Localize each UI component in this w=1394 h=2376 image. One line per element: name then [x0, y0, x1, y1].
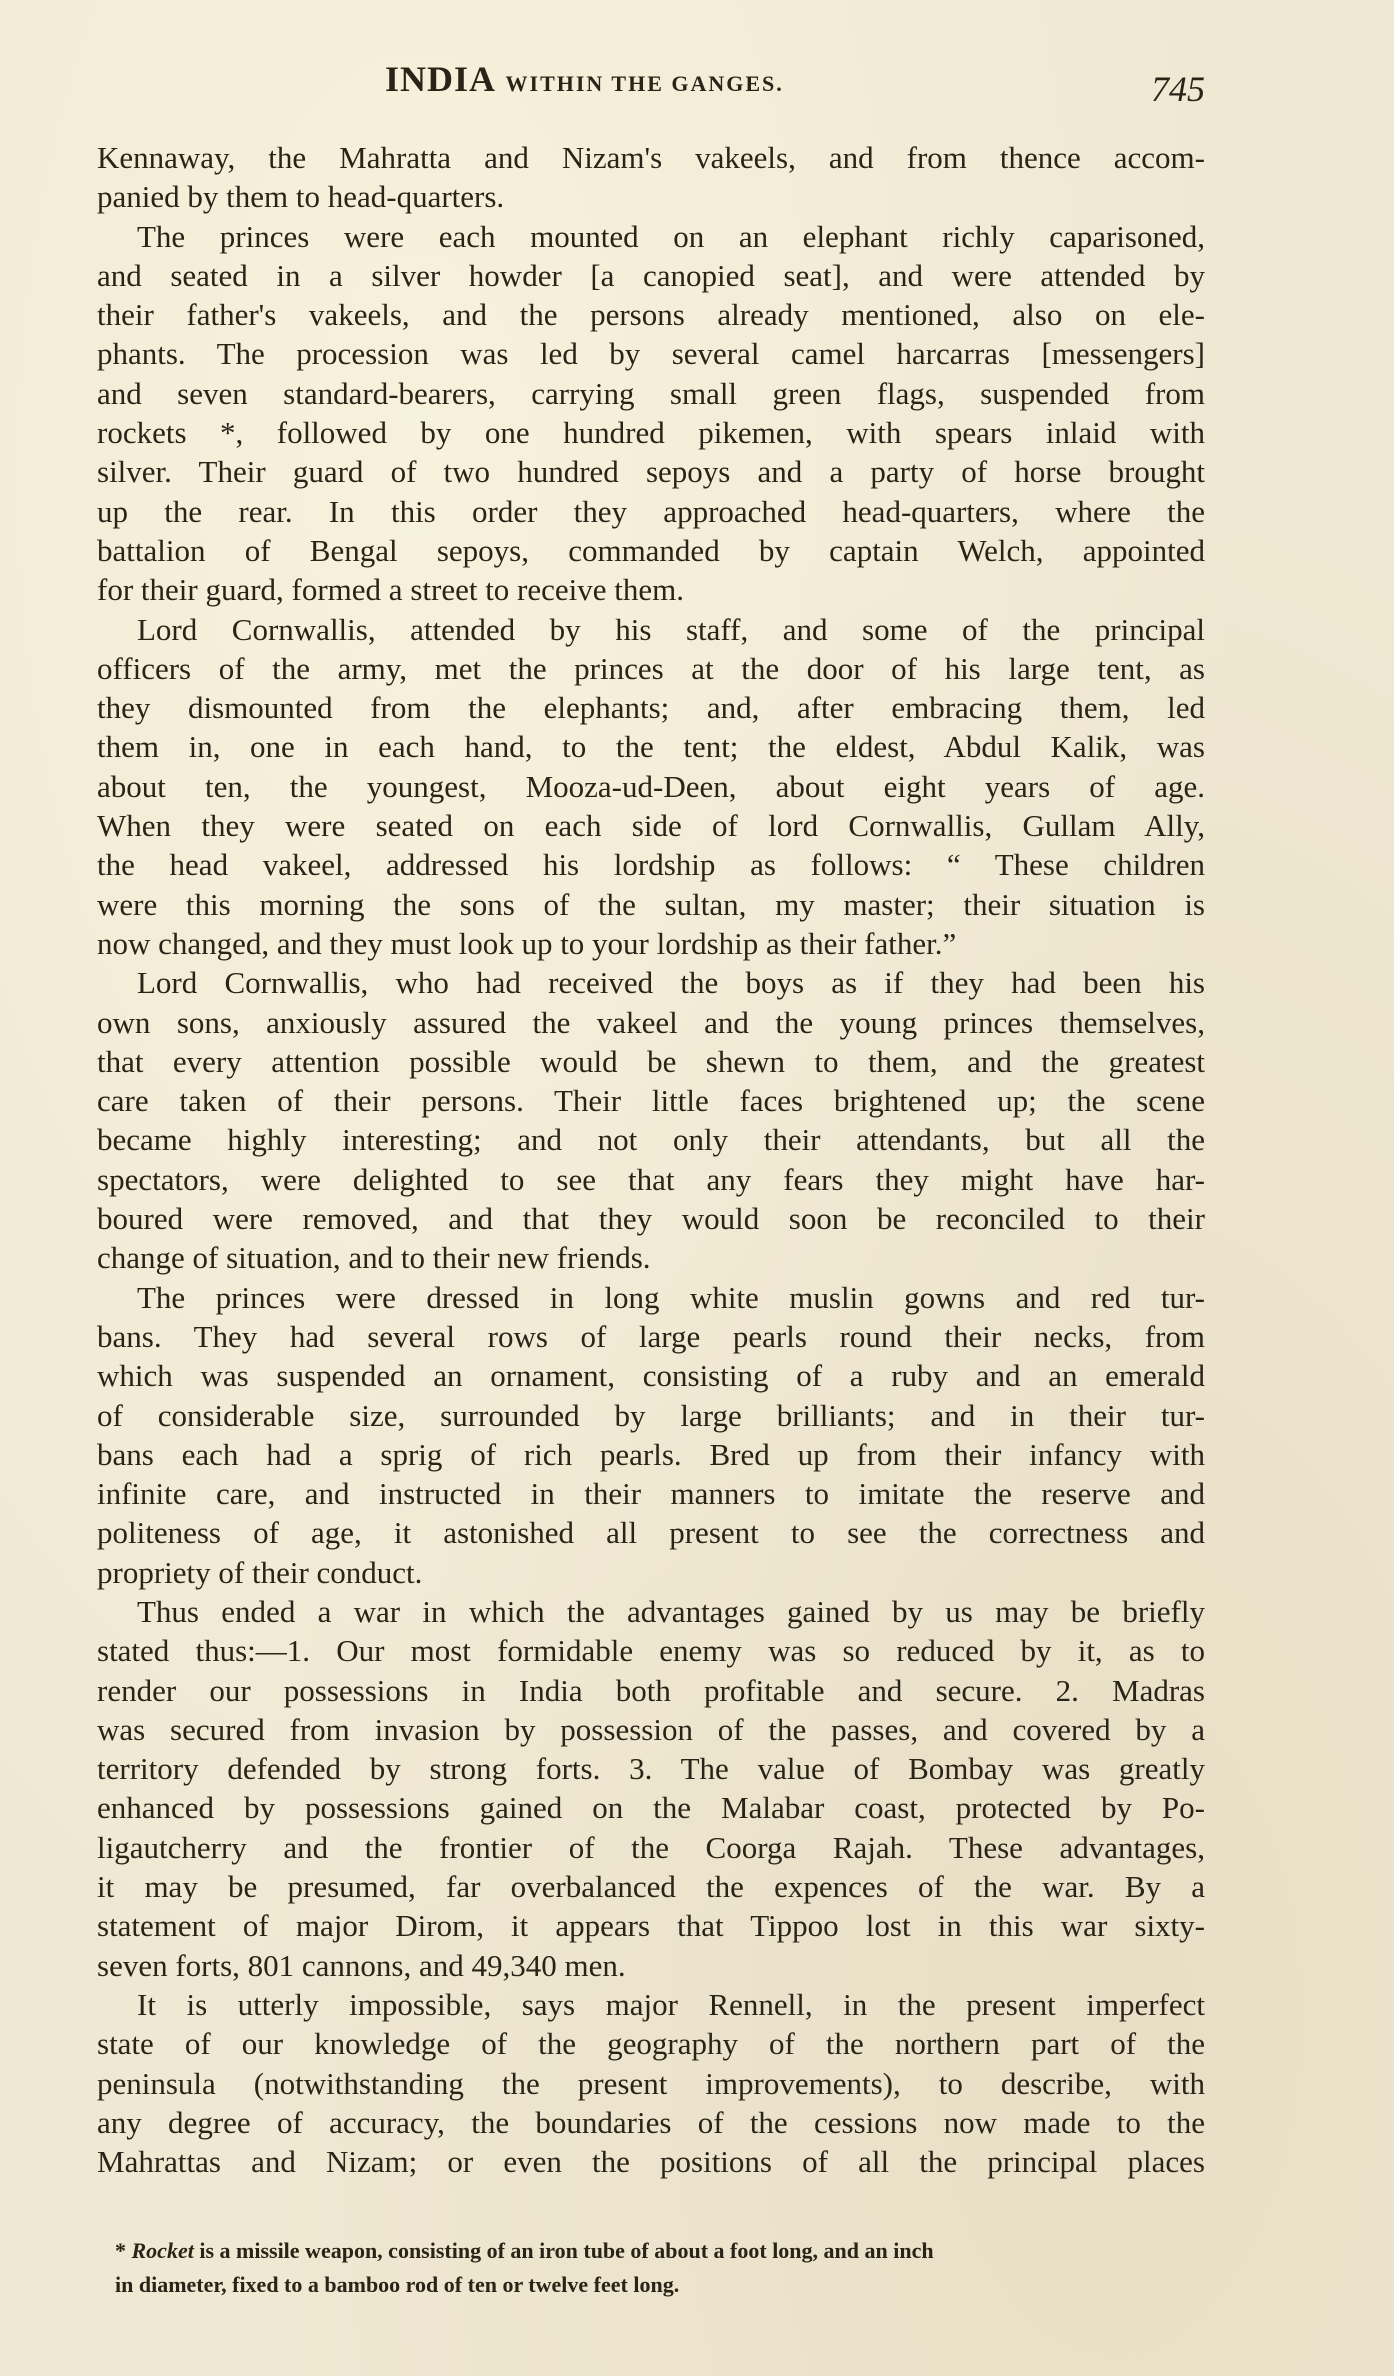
text-line: which was suspended an ornament, consisting of a ruby and an emerald: [97, 1358, 1205, 1394]
text-line: became highly interesting; and not only their attendants, but all the: [97, 1122, 1205, 1158]
text-line: It is utterly impossible, says major Rennell, in the present imperfect: [137, 1986, 1205, 2022]
text-line: and seven standard-bearers, carrying small green flags, suspended from: [97, 375, 1205, 411]
running-title-rest: WITHIN THE GANGES.: [505, 71, 784, 96]
text-line: state of our knowledge of the geography of the northern part of the: [97, 2026, 1205, 2062]
footnote-term: Rocket: [131, 2238, 194, 2263]
text-line: was secured from invasion by possession of the passes, and covered by a: [97, 1711, 1205, 1747]
footnote-line-1: [115, 2234, 1215, 2268]
text-line: Mahrattas and Nizam; or even the positions of all the principal places: [97, 2144, 1205, 2180]
text-line: Kennaway, the Mahratta and Nizam's vakeels, and from thence accom-: [97, 140, 1205, 175]
text-line: rockets *, followed by one hundred pikemen, with spears inlaid with: [97, 415, 1205, 451]
text-line: Thus ended a war in which the advantages gained by us may be briefly: [137, 1593, 1205, 1629]
text-line: they dismounted from the elephants; and, after embracing them, led: [97, 690, 1205, 726]
text-line: silver. Their guard of two hundred sepoys and a party of horse brought: [97, 454, 1205, 490]
text-line: politeness of age, it astonished all present to see the correctness and: [97, 1515, 1205, 1551]
text-line: panied by them to head-quarters.: [97, 179, 505, 215]
text-line: the head vakeel, addressed his lordship as follows: “ These children: [97, 847, 1205, 883]
text-line: were this morning the sons of the sultan, my master; their situation is: [97, 886, 1205, 922]
text-line: bans. They had several rows of large pearls round their necks, from: [97, 1318, 1205, 1354]
text-line: propriety of their conduct.: [97, 1554, 423, 1590]
text-line: seven forts, 801 cannons, and 49,340 men.: [97, 1947, 626, 1983]
text-line: The princes were each mounted on an elephant richly caparisoned,: [137, 218, 1205, 254]
text-line: enhanced by possessions gained on the Malabar coast, protected by Po-: [97, 1790, 1205, 1826]
text-line: now changed, and they must look up to your lordship as their father.”: [97, 925, 957, 961]
text-line: change of situation, and to their new friends.: [97, 1240, 651, 1276]
text-line: When they were seated on each side of lord Cornwallis, Gullam Ally,: [97, 808, 1205, 844]
text-line: of considerable size, surrounded by large brilliants; and in their tur-: [97, 1397, 1205, 1433]
text-line: territory defended by strong forts. 3. The value of Bombay was greatly: [97, 1751, 1205, 1787]
text-line: Lord Cornwallis, who had received the boys as if they had been his: [137, 965, 1205, 1001]
text-line: and seated in a silver howder [a canopied seat], and were attended by: [97, 257, 1205, 293]
page-number: 745: [1151, 69, 1205, 109]
text-line: up the rear. In this order they approached head-quarters, where the: [97, 493, 1205, 529]
text-line: boured were removed, and that they would soon be reconciled to their: [97, 1201, 1205, 1237]
text-line: that every attention possible would be shewn to them, and the greatest: [97, 1043, 1205, 1079]
footnote: [115, 2234, 1215, 2302]
text-line: officers of the army, met the princes at the door of his large tent, as: [97, 650, 1205, 686]
running-title-main: INDIA: [385, 59, 497, 99]
text-line: Lord Cornwallis, attended by his staff, and some of the principal: [137, 611, 1205, 647]
text-line: own sons, anxiously assured the vakeel and the young princes themselves,: [97, 1004, 1205, 1040]
footnote-marker: *: [115, 2238, 126, 2263]
page-header: [95, 58, 1205, 118]
text-line: bans each had a sprig of rich pearls. Bred up from their infancy with: [97, 1436, 1205, 1472]
text-line: The princes were dressed in long white muslin gowns and red tur-: [137, 1279, 1205, 1315]
text-line: them in, one in each hand, to the tent; the eldest, Abdul Kalik, was: [97, 729, 1205, 765]
text-line: battalion of Bengal sepoys, commanded by captain Welch, appointed: [97, 532, 1205, 568]
footnote-line-2: in diameter, fixed to a bamboo rod of ten or twelve feet long.: [115, 2272, 680, 2297]
text-line: statement of major Dirom, it appears that Tippoo lost in this war sixty-: [97, 1908, 1205, 1944]
text-line: ligautcherry and the frontier of the Coorga Rajah. These advantages,: [97, 1829, 1205, 1865]
text-line: render our possessions in India both profitable and secure. 2. Madras: [97, 1672, 1205, 1708]
footnote-line-1-rest: is a missile weapon, consisting of an iron tube of about a foot long, and an inch: [199, 2238, 934, 2263]
text-line: care taken of their persons. Their little faces brightened up; the scene: [97, 1083, 1205, 1119]
text-line: their father's vakeels, and the persons already mentioned, also on ele-: [97, 297, 1205, 333]
running-title: [385, 58, 784, 100]
text-line: peninsula (notwithstanding the present improvements), to describe, with: [97, 2065, 1205, 2101]
text-line: stated thus:—1. Our most formidable enemy was so reduced by it, as to: [97, 1633, 1205, 1669]
body-text: [97, 138, 1205, 2181]
text-line: it may be presumed, far overbalanced the expences of the war. By a: [97, 1869, 1205, 1905]
text-line: phants. The procession was led by several camel harcarras [messengers]: [97, 336, 1205, 372]
text-line: about ten, the youngest, Mooza-ud-Deen, about eight years of age.: [97, 768, 1205, 804]
text-line: infinite care, and instructed in their manners to imitate the reserve and: [97, 1476, 1205, 1512]
text-line: any degree of accuracy, the boundaries of the cessions now made to the: [97, 2104, 1205, 2140]
text-line: for their guard, formed a street to receive them.: [97, 572, 685, 608]
text-line: spectators, were delighted to see that any fears they might have har-: [97, 1161, 1205, 1197]
